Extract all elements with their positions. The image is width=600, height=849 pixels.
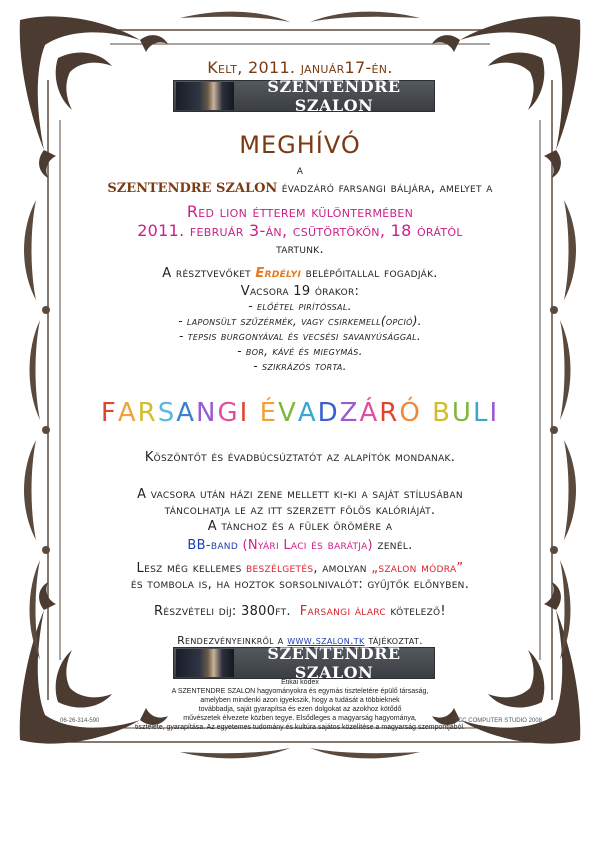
party-title-letter: É — [259, 398, 279, 428]
host-rest: évadzáró farsangi báljára, amelyet a — [277, 181, 493, 196]
date-time-line: 2011. február 3-án, csütörtökön, 18 órától — [137, 221, 463, 240]
party-title-letter: S — [157, 398, 177, 428]
dinner-item: - tepsis burgonyával és vecsési savanyúsággal. — [178, 329, 421, 343]
party-title-letter — [422, 398, 432, 428]
party-title-letter: B — [432, 398, 452, 428]
party-title-letter: N — [196, 398, 218, 428]
info-pre: Rendezvényeinkről a — [177, 634, 288, 647]
mask-post: kötelező! — [385, 604, 446, 619]
venue-line: Red lion étterem különtermében — [186, 202, 414, 221]
party-title-letter: Ó — [399, 398, 422, 428]
party-title-letter: D — [317, 398, 340, 428]
toast-line: Köszöntőt és évadbúcsúztatót az alapítók mondanak. — [144, 450, 456, 465]
party-title — [0, 398, 600, 428]
ethics-line: amelyben mindenki azon igyekszik, hogy a tudását a többieknek — [200, 697, 400, 704]
dinner-item: - szikrázós torta. — [253, 359, 347, 373]
ethics-title: Etikai kódex — [281, 679, 319, 686]
tartunk-line: tartunk. — [276, 242, 324, 257]
party-title-letter: F — [100, 398, 118, 428]
party-title-letter — [249, 398, 259, 428]
footer-studio: TCC COMPUTER STUDIO 2008 — [454, 718, 542, 724]
fee-line — [0, 604, 600, 619]
host-name: SZENTENDRE SZALON — [107, 181, 278, 196]
footer-phone: 06-26-314-590 — [60, 718, 100, 724]
extras-quote: „szalon módra” — [371, 561, 464, 576]
dinner-item: - előétel pirítóssal. — [248, 299, 352, 313]
party-title-letter: R — [137, 398, 158, 428]
music-line-1: A vacsora után házi zene mellett ki-ki a saját stílusában — [137, 487, 463, 502]
party-title-letter: U — [451, 398, 473, 428]
handshake-image — [176, 649, 234, 677]
party-title-letter: Z — [339, 398, 360, 428]
mask-text: Farsangi álarc — [299, 604, 386, 619]
party-title-letter: L — [472, 398, 490, 428]
music-line-3: A tánchoz és a fülek örömére a — [207, 519, 393, 534]
fee-text: Részvételi díj: 3800ft. — [154, 604, 291, 619]
banner-text: SZENTENDRE SZALON — [267, 77, 401, 115]
ethics-line: továbbadja, saját gyarapítsa és ezen dolgokat az azokhoz kötődő — [198, 706, 402, 713]
party-title-letter: A — [297, 398, 318, 428]
ethics-line: tisztelete, gyarapítása. Az egyetemes tudomány és kultúra sajátos közelítése a magyarság szempontjából. — [135, 724, 465, 731]
banner-top — [173, 77, 435, 115]
music-line-2: táncolhatja le az itt szerzett fölös kalóriáját. — [164, 503, 436, 518]
welcome-highlight: Erdélyi — [255, 266, 302, 281]
party-title-letter: G — [217, 398, 240, 428]
dinner-heading: Vacsora 19 órakor: — [240, 284, 360, 299]
welcome-post: belépőitallal fogadják. — [301, 266, 438, 281]
banner-text: SZENTENDRE SZALON — [267, 644, 401, 682]
handshake-image — [176, 82, 234, 110]
party-title-letter: I — [489, 398, 500, 428]
extras-mid: , amolyan — [313, 561, 372, 576]
banner-bottom — [173, 644, 435, 682]
welcome-line — [0, 266, 600, 281]
band-line — [0, 538, 600, 553]
band-post: zenél. — [372, 538, 413, 553]
website-link[interactable]: www.szalon.tk — [287, 634, 365, 647]
extras-line-2: és tombola is, ha hoztok sorsolnivalót: gyűjtők előnyben. — [130, 577, 470, 592]
party-title-letter: V — [278, 398, 298, 428]
party-title-letter: R — [379, 398, 400, 428]
party-title-letter: A — [176, 398, 197, 428]
extras-line-1 — [0, 561, 600, 576]
host-line — [0, 181, 600, 196]
welcome-pre: A résztvevőket — [162, 266, 256, 281]
a-line: a — [296, 163, 304, 178]
extras-pre: Lesz még kellemes — [136, 561, 247, 576]
party-title-letter: A — [117, 398, 138, 428]
party-title-letter: Á — [359, 398, 380, 428]
info-post: tájékoztat. — [364, 634, 423, 647]
page-title: MEGHÍVÓ — [239, 131, 361, 159]
party-title-letter: I — [239, 398, 250, 428]
dinner-item: - bor, kávé és miegymás. — [237, 344, 363, 358]
band-name: BB-band — [187, 538, 239, 553]
ethics-line: művészetek élvezete közben tegye. Elsődleges a magyarság hagyománya, — [183, 715, 417, 722]
dinner-item: - laponsült szűzérmék, vagy csirkemell(opció). — [178, 314, 422, 328]
date-line: Kelt, 2011. január17-én. — [207, 58, 393, 77]
band-members: (Nyári Laci és barátja) — [238, 538, 373, 553]
ethics-line: A SZENTENDRE SZALON hagyományokra és egymás tiszteletére épülő társaság, — [171, 688, 429, 695]
extras-chat: beszélgetés — [246, 561, 314, 576]
